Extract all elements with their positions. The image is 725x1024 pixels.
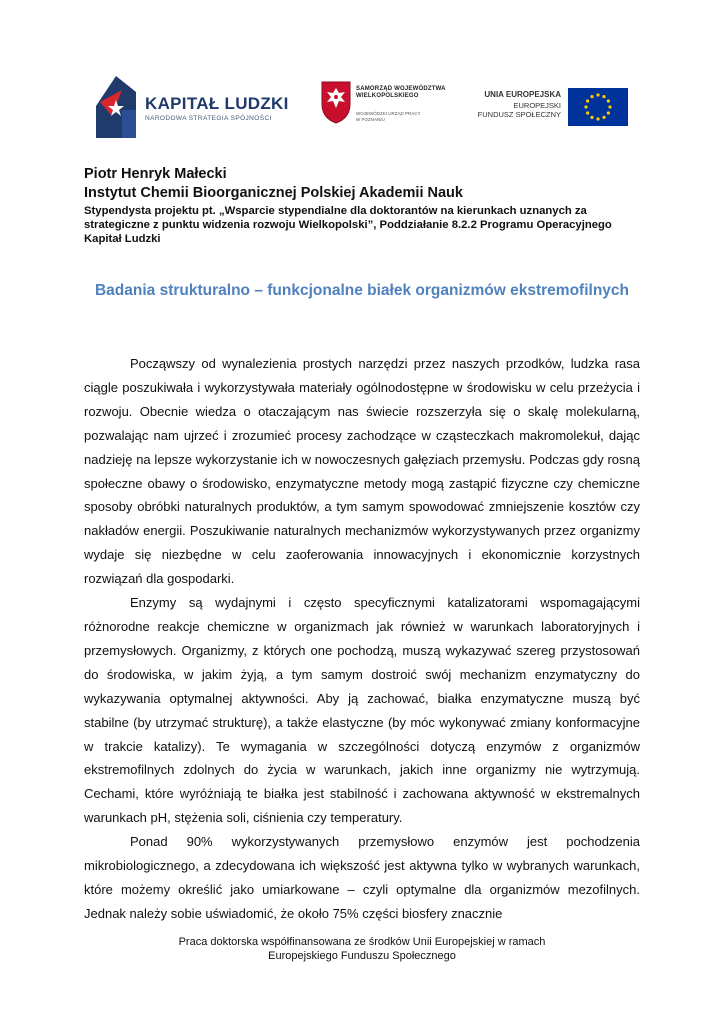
eu-flag-icon xyxy=(568,88,628,126)
paragraph: Enzymy są wydajnymi i często specyficznymi katalizatorami wspomagającymi różnorodne reakcje chemiczne w organizmach jak również w warunkach laboratoryjnych i przemysłowych. Organizmy, z których one pochodzą, muszą wykazywać szereg przystosowań do środowiska, w jakim żyją, a tym samym dostroić swój mechanizm enzymatyczny do wykazywania optymalnej aktywności. Aby ją zachować, białka enzymatyczne muszą być stabilne (by utrzymać strukturę), a także elastyczne (by móc wykonywać zmiany konformacyjne w trakcie katalizy). Te wymagania w szczególności dotyczą enzymów z organizmów ekstremofilnych zdolnych do życia w warunkach, jakich inne organizmy nie wytrzymują. Cechami, które wyróżniają te białka jest stabilność i zachowana aktywność w ekstremalnych warunkach pH, stężenia soli, ciśnienia czy temperatury. xyxy=(84,595,640,826)
footer-line1: Praca doktorska współfinansowana ze środków Unii Europejskiej w ramach xyxy=(178,936,546,948)
author-scholarship: Stypendysta projektu pt. „Wsparcie stypendialne dla doktorantów na kierunkach uznanych za strategiczne z punktu widzenia rozwoju Wielkopolski”, Poddziałanie 8.2.2 Programu Operacyjnego Kapitał Ludzki xyxy=(84,205,612,245)
samorzad-line1: SAMORZĄD WOJEWÓDZTWA xyxy=(356,86,446,92)
eu-star-icon xyxy=(590,95,593,98)
eu-star-icon xyxy=(596,93,599,96)
eu-star-icon xyxy=(590,116,593,119)
samorzad-small2: W POZNANIU xyxy=(356,117,385,122)
eu-star-icon xyxy=(602,95,605,98)
kapital-ludzki-title: KAPITAŁ LUDZKI xyxy=(145,94,289,113)
eu-star-icon xyxy=(586,111,589,114)
page-footer xyxy=(84,935,640,963)
paragraph: Ponad 90% wykorzystywanych przemysłowo enzymów jest pochodzenia mikrobiologicznego, a zdecydowana ich większość jest aktywna tylko w wybranych warunkach, które możemy określić jako umiarkowane – czyli optymalne dla organizmów mezofilnych. Jednak należy sobie uświadomić, że około 75% części biosfery znacznie xyxy=(84,834,640,921)
ue-line2: EUROPEJSKI xyxy=(513,101,561,110)
samorzad-logo xyxy=(320,80,446,136)
kapital-ludzki-subtitle: NARODOWA STRATEGIA SPÓJNOŚCI xyxy=(145,115,272,122)
eu-star-icon xyxy=(607,99,610,102)
ue-line1: UNIA EUROPEJSKA xyxy=(484,90,561,99)
kapital-ludzki-emblem-icon xyxy=(96,76,136,138)
eu-star-icon xyxy=(596,117,599,120)
eu-star-icon xyxy=(608,105,611,108)
samorzad-line2: WIELKOPOLSKIEGO xyxy=(356,93,419,99)
author-name: Piotr Henryk Małecki xyxy=(84,166,227,182)
samorzad-small1: WOJEWÓDZKI URZĄD PRACY xyxy=(356,111,421,116)
paragraph: Począwszy od wynalezienia prostych narzędzi przez naszych przodków, ludzka rasa ciągle poszukiwała i wykorzystywała materiały ogólnodostępne w środowisku w celu przeżycia i rozwoju. Obecnie wiedza o otaczającym nas świecie rozszerzyła się o skalę molekularną, pozwalając nam ujrzeć i zrozumieć procesy zachodzące w cząsteczkach makromolekuł, dając nadzieję na lepsze wykorzystanie ich w nowoczesnych gałęziach przemysłu. Podczas gdy rosną społeczne obawy o środowisko, enzymatyczne metody mogą zastąpić fizyczne czy chemiczne sposoby obróbki naturalnych produktów, a tym samym spowodować zmniejszenie kosztów czy nakładów energii. Poszukiwanie naturalnych mechanizmów wykorzystywanych przez organizmy wydaje się niezbędne w celu zaoferowania innowacyjnych i ekonomicznie korzystnych rozwiązań dla gospodarki. xyxy=(84,356,640,587)
author-block xyxy=(84,165,644,246)
eu-star-icon xyxy=(602,116,605,119)
header-logos xyxy=(96,74,626,140)
footer-line2: Europejskiego Funduszu Społecznego xyxy=(268,950,456,962)
author-institution: Instytut Chemii Bioorganicznej Polskiej Akademii Nauk xyxy=(84,185,463,201)
document-body xyxy=(84,352,640,926)
ue-logo xyxy=(468,88,628,128)
document-title: Badania strukturalno – funkcjonalne białek organizmów ekstremofilnych xyxy=(94,282,630,299)
eu-star-icon xyxy=(586,99,589,102)
kapital-ludzki-logo xyxy=(96,74,289,140)
eu-star-icon xyxy=(607,111,610,114)
ue-line3: FUNDUSZ SPOŁECZNY xyxy=(477,110,561,119)
eagle-shield-icon xyxy=(320,80,352,124)
eu-star-icon xyxy=(584,105,587,108)
